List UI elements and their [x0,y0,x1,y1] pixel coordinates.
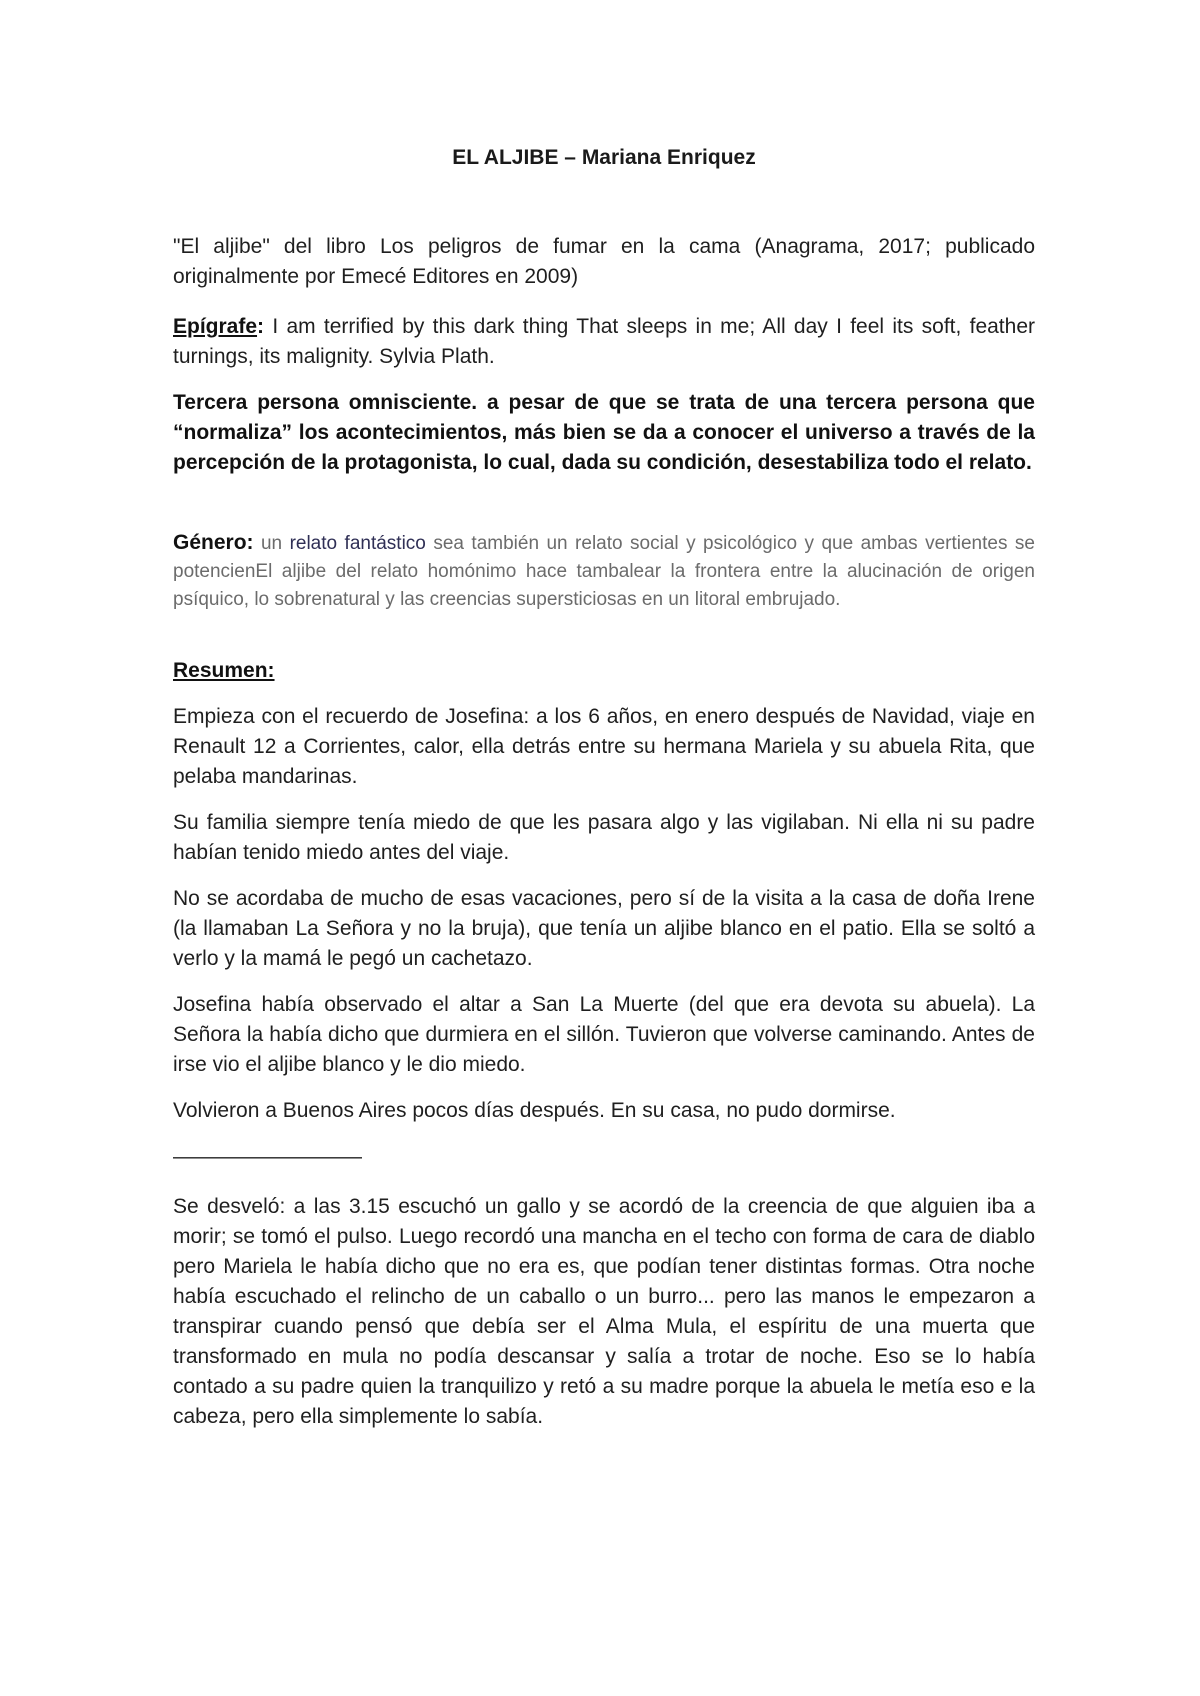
narrator-paragraph: Tercera persona omnisciente. a pesar de que se trata de una tercera persona que “normaliza” los acontecimientos, más bien se da a conocer el universo a través de la percepción de la protagonista, lo cual, dada su condición, desestabiliza todo el relato. [173,391,1035,474]
section-separator: ————————— [173,1145,362,1168]
genre-paragraph [173,529,1035,614]
epigraph-label: Epígrafe [173,315,258,338]
genre-pre: un [253,533,290,554]
genre-text: sea también un relato social y psicológico y que ambas vertientes se potencienEl aljibe del relato homónimo hace tambalear la frontera entre la alucinación de origen psíquico, lo sobrenatural y las creencias supersticiosas en un litoral embrujado. [173,533,1035,610]
closing-paragraph: Se desveló: a las 3.15 escuchó un gallo y se acordó de la creencia de que alguien iba a morir; se tomó el pulso. Luego recordó una mancha en el techo con forma de cara de diablo pero Mariela le había dicho que no era es, que podían tener distintas formas. Otra noche había escuchado el relincho de un caballo o un burro... pero las manos le empezaron a transpirar cuando pensó que debía ser el Alma Mula, el espíritu de una muerta que transformado en mula no podía descansar y salía a trotar de noche. Eso se lo había contado a su padre quien la tranquilizo y retó a su madre porque la abuela le metía eso e la cabeza, pero ella simplemente lo sabía. [173,1195,1035,1428]
epigraph-paragraph [173,312,1035,372]
summary-paragraph-3: No se acordaba de mucho de esas vacaciones, pero sí de la visita a la casa de doña Irene (la llamaban La Señora y no la bruja), que tenía un aljibe blanco en el patio. Ella se soltó a verlo y la mamá le pegó un cachetazo. [173,887,1035,970]
epigraph-text: I am terrified by this dark thing That sleeps in me; All day I feel its soft, feather turnings, its malignity. Sylvia Plath. [173,315,1035,368]
summary-paragraph-1: Empieza con el recuerdo de Josefina: a los 6 años, en enero después de Navidad, viaje en Renault 12 a Corrientes, calor, ella detrás entre su hermana Mariela y su abuela Rita, que pelaba mandarinas. [173,705,1035,788]
source-note: "El aljibe" del libro Los peligros de fumar en la cama (Anagrama, 2017; publicado originalmente por Emecé Editores en 2009) [173,235,1035,288]
genre-label: Género: [173,531,254,554]
document-title: EL ALJIBE – Mariana Enriquez [452,146,756,169]
summary-heading: Resumen: [173,659,275,682]
genre-highlight: relato fantástico [289,533,426,554]
epigraph-colon: : [257,315,265,338]
summary-paragraph-4: Josefina había observado el altar a San La Muerte (del que era devota su abuela). La Señora la había dicho que durmiera en el sillón. Tuvieron que volverse caminando. Antes de irse vio el aljibe blanco y le dio miedo. [173,993,1035,1076]
summary-paragraph-2: Su familia siempre tenía miedo de que les pasara algo y las vigilaban. Ni ella ni su padre habían tenido miedo antes del viaje. [173,811,1035,864]
summary-paragraph-5: Volvieron a Buenos Aires pocos días después. En su casa, no pudo dormirse. [173,1099,896,1122]
